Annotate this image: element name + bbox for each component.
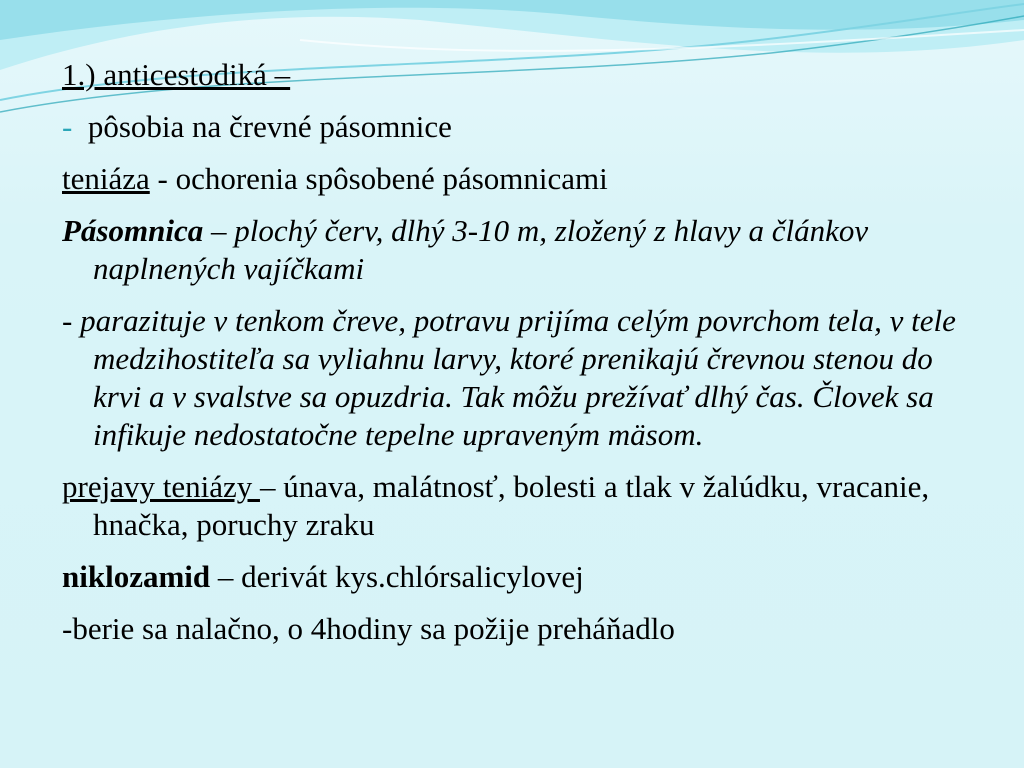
niklozamid-definition: – derivát kys.chlórsalicylovej [210,559,584,594]
teniaza-line [62,160,962,198]
slide-content [62,56,962,648]
prejavy-term: prejavy teniázy [62,469,260,504]
niklozamid-term: niklozamid [62,559,211,594]
heading-line [62,56,962,94]
prejavy-definition: – únava, malátnosť, bolesti a tlak v žalúdku, vracanie, hnačka, poruchy zraku [93,469,930,542]
parazituje-text: - parazituje v tenkom čreve, potravu prijíma celým povrchom tela, v tele medzihostiteľa sa vyliahnu larvy, ktoré prenikajú črevnou stenou do krvi a v svalstve sa opuzdria. Tak môžu prežívať dlhý čas. Človek sa infikuje nedostatočne tepelne upraveným mäsom. [62,303,956,452]
bullet-line [62,108,962,146]
pasomnica-term: Pásomnica [62,213,204,248]
teniaza-definition: - ochorenia spôsobené pásomnicami [149,161,608,196]
berie-text: -berie sa nalačno, o 4hodiny sa požije preháňadlo [62,611,675,646]
niklozamid-line [62,558,962,596]
teniaza-term: teniáza [62,161,150,196]
parazituje-paragraph [62,302,962,454]
berie-line [62,610,962,648]
heading-text: 1.) anticestodiká – [62,57,291,92]
pasomnica-definition: – plochý červ, dlhý 3-10 m, zložený z hlavy a článkov naplnených vajíčkami [93,213,869,286]
pasomnica-paragraph [62,212,962,288]
bullet-dash: - [62,109,73,144]
prejavy-paragraph [62,468,962,544]
bullet-text: pôsobia na črevné pásomnice [87,109,452,144]
